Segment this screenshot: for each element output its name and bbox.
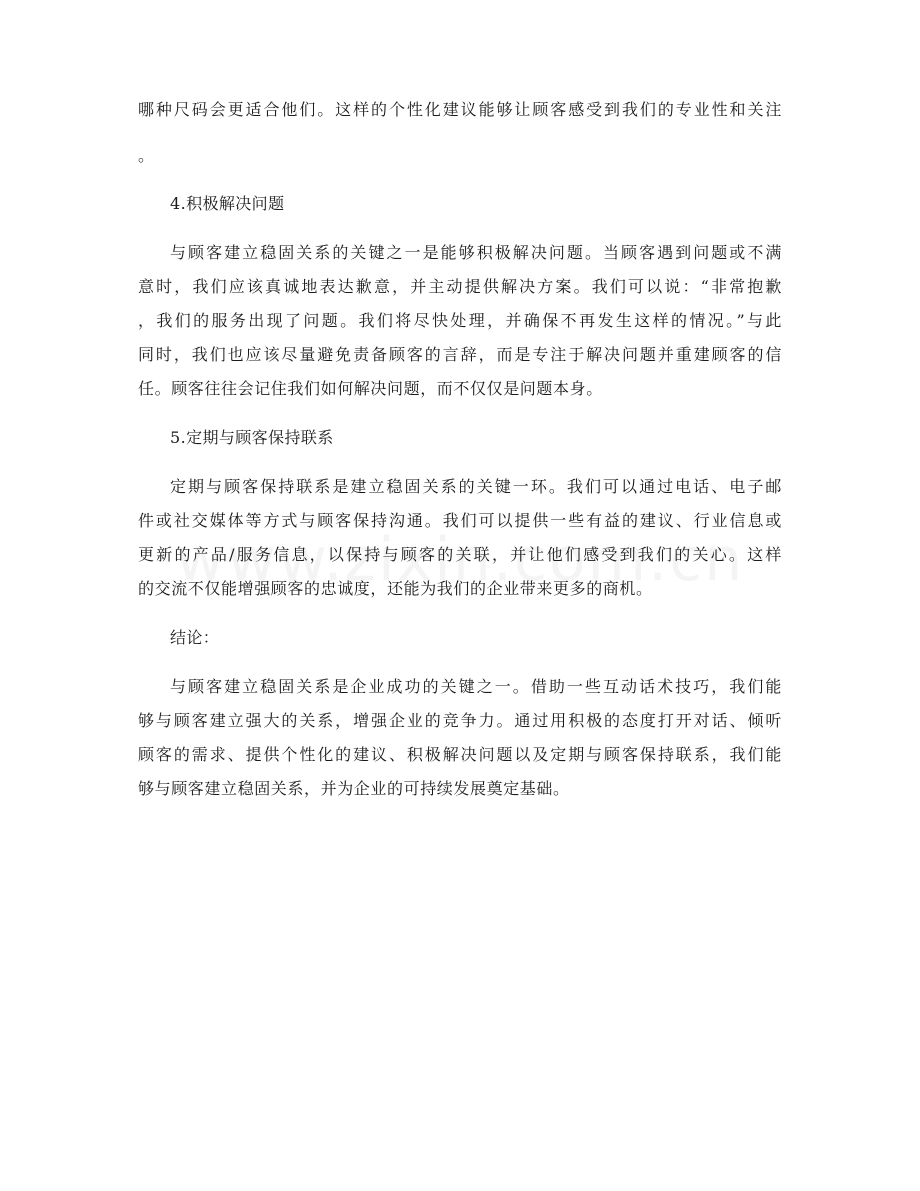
paragraph-line: 。 — [138, 146, 155, 165]
paragraph-line: 更新的产品/服务信息，以保持与顾客的关联，并让他们感受到我们的关心。这样 — [138, 545, 782, 564]
continuation-paragraph — [138, 100, 782, 166]
paragraph-line: 哪种尺码会更适合他们。这样的个性化建议能够让顾客感受到我们的专业性和关注 — [138, 100, 782, 119]
section-4-paragraph — [138, 243, 782, 399]
conclusion-paragraph — [138, 677, 782, 799]
paragraph-line: 的交流不仅能增强顾客的忠诚度，还能为我们的企业带来更多的商机。 — [138, 579, 653, 598]
document-page — [138, 100, 782, 799]
paragraph-line: 同时，我们也应该尽量避免责备顾客的言辞，而是专注于解决问题并重建顾客的信 — [138, 345, 782, 364]
section-5-heading: 5.定期与顾客保持联系 — [170, 428, 334, 447]
section-5-paragraph — [138, 477, 782, 599]
paragraph-line: 意时，我们应该真诚地表达歉意，并主动提供解决方案。我们可以说：“非常抱歉 — [138, 277, 782, 296]
conclusion-heading: 结论： — [170, 628, 220, 647]
paragraph-line: 定期与顾客保持联系是建立稳固关系的关键一环。我们可以通过电话、电子邮 — [170, 477, 782, 496]
paragraph-line: 件或社交媒体等方式与顾客保持沟通。我们可以提供一些有益的建议、行业信息或 — [138, 511, 782, 530]
paragraph-line: ，我们的服务出现了问题。我们将尽快处理，并确保不再发生这样的情况。”与此 — [138, 311, 782, 330]
paragraph-line: 任。顾客往往会记住我们如何解决问题，而不仅仅是问题本身。 — [138, 379, 603, 398]
paragraph-line: 顾客的需求、提供个性化的建议、积极解决问题以及定期与顾客保持联系，我们能 — [138, 745, 782, 764]
paragraph-line: 与顾客建立稳固关系的关键之一是能够积极解决问题。当顾客遇到问题或不满 — [170, 243, 782, 262]
section-4-heading: 4.积极解决问题 — [170, 194, 285, 213]
paragraph-line: 够与顾客建立强大的关系，增强企业的竞争力。通过用积极的态度打开对话、倾听 — [138, 711, 782, 730]
paragraph-line: 与顾客建立稳固关系是企业成功的关键之一。借助一些互动话术技巧，我们能 — [170, 677, 782, 696]
paragraph-line: 够与顾客建立稳固关系，并为企业的可持续发展奠定基础。 — [138, 779, 570, 798]
